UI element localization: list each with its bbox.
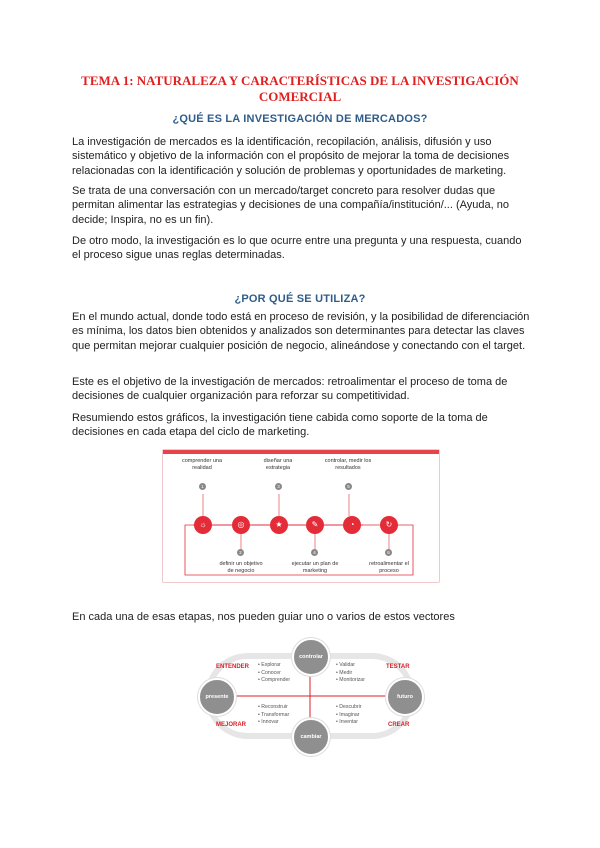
cycle-step-1-label: comprender una realidad	[181, 458, 223, 471]
list-item: • Transformar	[258, 711, 290, 718]
list-item: • Reconstruir	[258, 704, 288, 710]
cycle-step-2-number: 2	[237, 549, 244, 556]
cycle-step-5-label: controlar, medir los resultados	[324, 458, 372, 471]
list-item: • Medir	[336, 669, 353, 676]
star-icon: ★	[270, 516, 288, 534]
paragraph-conversation: Se trata de una conversación con un mercado/target concreto para resolver dudas que permitan alimentar las estrategias y decisiones de una compañía/institución/... (Ayuda, no decide; Inspira, no es un fin).	[72, 185, 509, 226]
gauge-icon: ◔	[343, 516, 361, 534]
bulb-icon: ☼	[194, 516, 212, 534]
vectors-figure	[200, 636, 420, 756]
quadrant-entender-list	[258, 662, 290, 685]
cycle-step-1-number: 1	[199, 483, 206, 490]
paragraph-definition: La investigación de mercados es la identificación, recopilación, análisis, difusión y uso sistemático y objetivo de la información con el propósito de mejorar la toma de decisiones relacionadas con la identificación y solución de problemas y oportunidades de marketing.	[72, 136, 510, 177]
list-item: • Monitorizar	[336, 677, 365, 683]
cycle-step-2-label: definir un objetivo de negocio	[219, 561, 263, 574]
cycle-step-4-label: ejecutar un plan de marketing	[291, 561, 339, 574]
paragraph-question-answer: De otro modo, la investigación es lo que ocurre entre una pregunta y una respuesta, cuando el proceso sigue unas reglas determinadas.	[72, 235, 522, 262]
list-item: • Validar	[336, 662, 356, 668]
vector-presente: presente	[198, 678, 236, 716]
quadrant-mejorar-label: MEJORAR	[216, 722, 247, 728]
cycle-step-3-number: 3	[275, 483, 282, 490]
quadrant-testar-label: TESTAR	[386, 664, 410, 670]
list-item: • Descubrir	[336, 704, 362, 710]
quadrant-entender-label: ENTENDER	[216, 664, 250, 670]
quadrant-crear-list	[336, 704, 361, 727]
document-title: TEMA 1: NATURALEZA Y CARACTERÍSTICAS DE LA INVESTIGACIÓN COMERCIAL	[81, 73, 519, 104]
list-item: • Conocer	[258, 669, 281, 676]
quadrant-testar-list	[336, 662, 365, 685]
cycle-step-3-label: diseñar una estrategia	[263, 458, 293, 471]
paragraph-current-world: En el mundo actual, donde todo está en proceso de revisión, y la posibilidad de diferenciación es mínima, los datos bien obtenidos y analizados son determinantes para detectar las claves que permitan mejorar cualquier posición de negocio, alineándose y conectando con el target.	[72, 311, 530, 352]
list-item: • Imaginar	[336, 711, 360, 718]
refresh-icon: ↻	[380, 516, 398, 534]
list-item: • Comprender	[258, 677, 291, 683]
paragraph-objective: Este es el objetivo de la investigación de mercados: retroalimentar el proceso de toma de decisiones de cualquier organización para reforzar su competitividad.	[72, 376, 508, 403]
list-item: • Explorar	[258, 662, 281, 668]
list-item: • Innovar	[258, 719, 279, 725]
cycle-step-6-label: retroalimentar el proceso	[369, 561, 409, 574]
cycle-step-6-number: 6	[385, 549, 392, 556]
quadrant-crear-label: CREAR	[388, 722, 410, 728]
cycle-step-4-number: 4	[311, 549, 318, 556]
section-heading-why-used: ¿POR QUÉ SE UTILIZA?	[234, 293, 366, 305]
vector-cambiar: cambiar	[292, 718, 330, 756]
section-heading-what-is: ¿QUÉ ES LA INVESTIGACIÓN DE MERCADOS?	[172, 113, 428, 125]
paragraph-vectors-intro: En cada una de esas etapas, nos pueden guiar uno o varios de estos vectores	[72, 611, 455, 623]
vector-controlar: controlar	[292, 638, 330, 676]
target-icon: ◎	[232, 516, 250, 534]
cycle-step-5-number: 5	[345, 483, 352, 490]
marketing-cycle-figure	[162, 449, 440, 583]
vector-futuro: futuro	[386, 678, 424, 716]
list-item: • Inventar	[336, 719, 359, 725]
pen-icon: ✎	[306, 516, 324, 534]
paragraph-summary: Resumiendo estos gráficos, la investigación tiene cabida como soporte de la toma de decisiones en cada etapa del ciclo de marketing.	[72, 412, 488, 439]
quadrant-mejorar-list	[258, 704, 289, 727]
